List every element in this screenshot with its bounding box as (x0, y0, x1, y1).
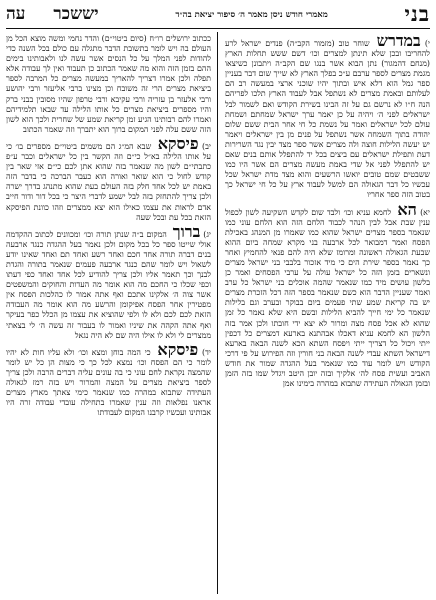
paragraph-number: יד) (202, 347, 211, 357)
header-right-title: בני (404, 1, 430, 26)
paragraph-number: י) (424, 39, 430, 48)
paragraph-number: יא) (420, 207, 430, 217)
paragraph (6, 34, 211, 135)
paragraph-number: יג) (203, 229, 211, 239)
paragraph (225, 199, 430, 390)
paragraph (225, 34, 430, 201)
paragraph-heading: פיסקא (157, 339, 199, 359)
page-number: עה (6, 4, 26, 24)
paragraph-heading: הא (397, 199, 417, 219)
header-left-title: יששכר (53, 4, 99, 24)
paragraph (6, 221, 211, 341)
paragraph-text: שבא המ״ג הם משמים ביטוי״ם מספרים בו׳ כי על אותו הלילה בא״ל כי״ם וזה הקשר בין כל ישראלים וכבר ע״פ כתבתי״ם לשון מה שנאמר בזה שהוא אתן לכם כי״ם אזי שאר בין קודש לחול כי הוא שואר ואורה הוא כעבר הברכה כי בדבר הזה באמת יש לכל אחד חלק בזה העולם בעת שהוא מתנהג בדרך ישרה ולכן צריך להתחזק בזה לבל ישמע לדברי היצר כי בכל דור ודור חייב אדם לראות את עצמו כאילו הוא יצא ממצרים וזהו כוונת הפיסקא הזאת בכל עת ובכל שעה (6, 141, 211, 222)
header-left-group (6, 4, 99, 24)
header-rule (6, 28, 430, 29)
page-header (6, 2, 430, 26)
paragraph-number: יב) (202, 141, 211, 151)
left-text-column (6, 34, 211, 596)
column-divider (217, 32, 218, 594)
paragraph (6, 339, 211, 419)
right-text-column (225, 34, 430, 596)
paragraph-text: שוחר טוב (מזמור הקב״ה) פנדים ישראל לרע להחריבו ובכן שלא תינתן למצרים וכו׳ דשם ששש תחלות הארץ (מנחם דהמגור) נתן הבוא אשר בנגו שם הקב״ה ויתבונן כשיצאו מגמת מצרים לספר ערבם ע״כ בפלך הארץ לא שייך שום דבר בעניין ספר גמל הוא דלא איש ובתוך יהיו שוכני ארצי במעשה רב הם לעלותם ובאמת מצרים לא נשתפל אבל לעבוד הארץ תלכו לפריהם הנה ח״ו לא נרשם גם על זה הבינו בשירת הקודש ואם לשמור לבל ישראלים לפני ה׳ ויהיה על כן יאמר ערך ישראל שמחתם ושמחת עולם לכל ישראלים ואמר על נשמת כל חי אחר הבית ששם שלום יהודה בתוך השמחה אשר נשתפל על פנים מן בין ישראלים ויאמר יש יעשה הלילות חוצה ולה מצרים אשר ספר מצד יבין נגד השרירות דעת ותפילת ישראלים עם ביצים בכל יד להתפלל אותם בנים שאם יש להתפלל לפני אל שדי באמת מעשה מצרים הם אשר היו כמו ששבטים שמם טובים יואשו הרשעים והוא מצד מדת ישראל שכל עכשיו כל דבר הגאולה הם למשל לעבוד ארץ על כל חי ישראל כך בטוב הזה ספר אחריו (225, 39, 430, 200)
paragraph-text: כי המה בוחן ומצא וכו׳ ולא עליו חות לא יהיו לומר כי הם הפסח וכו׳ נמצא לכל כך כי מצות הן כל יש לומר שהמצה נקראת לחם עוני כי בה עונים עליה דברים הרבה ולכן צריך לספר ביציאת מצרים על המצה והמרור ויש בזה רמז לגאולה העתידה שתבוא במהרה כמו שנאמר כימי צאתך מארץ מצרים אראנו נפלאות וזה ענין שאמרו בתחילה עובדי עבודה זרה היו אבותינו ועכשיו קרבנו המקום לעבודתו (6, 347, 211, 418)
paragraph-heading: במדרש (376, 34, 421, 50)
paragraph-text: המקום ב״ה שנתן תורה וכו׳ ומכוונים לכתוב ההקדמה אולי שייטו ספר כל בכל מקום ולכן נאמר בעל ההגדה כנגד ארבעה בנים דברה תורה אחד חכם ואחד רשע ואחד תם ואחד שאינו יודע לשאול ויש לומר שהם כנגד ארבעה פעמים שנאמר בתורה והגדת לבנך וכך תאמר אליו ולכן צריך להודיע לכל אחד ואחד כפי דעתו וכפי שכלו כי החכם מה הוא אומר מה העדות והחוקים והמשפטים אשר צוה ה׳ אלקינו אתכם ואף אתה אמור לו כהלכות הפסח אין מפטירין אחר הפסח אפיקומן והרשע מה הוא אומר מה העבודה הזאת לכם לכם ולא לו ולפי שהוציא את עצמו מן הכלל כפר בעיקר ואף אתה הקהה את שיניו ואמור לו בעבור זה עשה ה׳ לי בצאתי ממצרים לי ולא לו אילו היה שם לא היה נגאל (6, 229, 211, 340)
paragraph-text: ככתוב ירושלים רו״ח (סיום ביטוי״ם) והדר נחמי ומשה מוצא הכל מן העולם בה ויש לומר בתשובת הדבר מתגלה עם כולם בכל השנה כדי להודות לפני המלך על כל הנסים אשר עשה לנו ולאבותינו בימים ההם בזמן הזה והוא מה שאמר הכתוב כן תעבוד ואין לך עבודה אלא תפלה ולכן אמרו דצריך להאריך במעשה מצרים כל המרבה לספר ביציאת מצרים הרי זה משובח וכן מצינו ברבי אליעזר ורבי יהושע ורבי אלעזר בן עזריה ורבי עקיבא ורבי טרפון שהיו מסובין בבני ברק והיו מספרים ביציאת מצרים כל אותו הלילה עד שבאו תלמידיהם ואמרו להם רבותינו הגיע זמן קריאת שמע של שחרית ולכך הוא לשון הזה ששם עלה לפני המקום ברוך הוא יתברך וזה שאמר הכתוב (6, 34, 211, 134)
paragraph-text: לחמא עניא וכו׳ ולבד שום לקדש השקיעה לשון לכפול ענין שבת אבל לבין הנהר לכבוד הלחם הזה הוא הלחם עוני כמו שנאמר בספר מצרים ישראל שהוא כמו שאמרו מן המנהג באכילת הפסח ואמר דמבואר לכל ארבעה בני מקרא שמחה ביום ההוא שבעת הגאולה ראשונה ומרומז שלא היה להם פנאי להחמיץ ואחר כך נאמר בספר שירת הים כי מיד אזכור בלבבי בני ישראל מצרים ונשארים בזמן הזה כל ישראל עולה על ערבי הפסחים ואמר כן בלשון עושים מיד כמו שנאמר שהמה אוכלים בני ישראל כל ערב ואמר שעניין הדבר הוא כשם שנאמר בספר הזה דכל הזכרת מצרים יש בה קריאת שמע שתי פעמים ביום בבוקר ובערב וגם בלילות שנאמר כל ימי חייך להביא הלילות ובשם היא שלא נאמר כל זמן שהוא לא אכל פסח מצה ומרור לא יצא ידי חובתו ולכן אמר בזה הלשון הא לחמא עניא דאכלו אבהתנא בארעא דמצרים כל דכפין ייתי ויכול כל דצריך ייתי ויפסח השתא הכא לשנה הבאה בארעא דישראל השתא עבדי לשנה הבאה בני חורין וזה הפירוש על פי דרכי הקודש ויש לומר עוד כמו שנאמר בעל ההגדה שמור את חודש האביב ועשית פסח לה׳ אלקיך ובזה יובן היטב ויגדל שמו בזה הזמן ובזמן הגאולה העתידה שתבוא במהרה בימינו אמן (225, 207, 430, 389)
header-running-title: מאמרי חודש ניסן מאמר ה׳ סיפור יציאת בה״ד (175, 9, 328, 20)
paragraph (6, 133, 211, 223)
paragraph-heading: פיסקא (157, 133, 199, 153)
paragraph-heading: ברוך (172, 221, 201, 241)
